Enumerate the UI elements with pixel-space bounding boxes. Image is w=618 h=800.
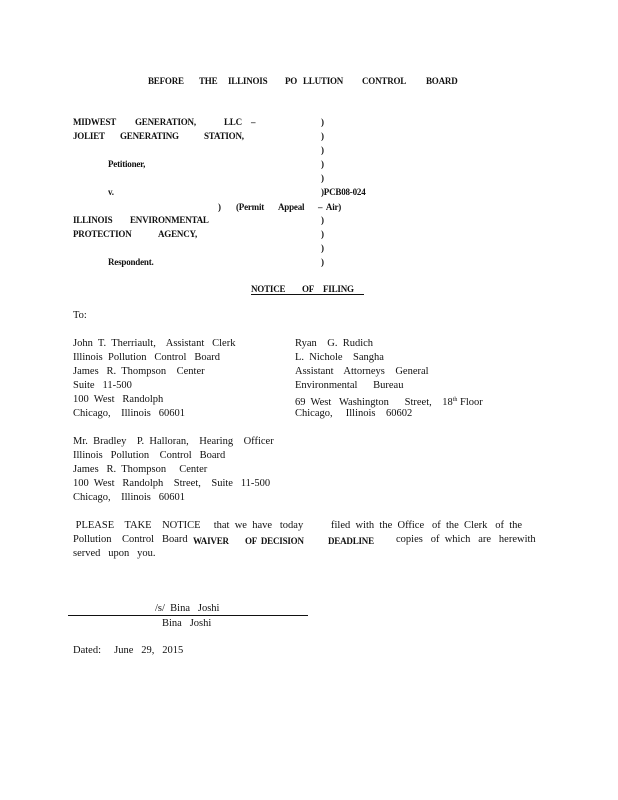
petitioner-name: LLC [224,117,242,127]
respondent-label: Respondent. [108,257,154,267]
address-line: Chicago, Illinois 60601 [73,408,185,419]
address-line: Chicago, Illinois 60602 [295,408,413,419]
notice-text: filed with the Office of the Clerk of the [331,520,523,531]
notice-title-word: OF [302,284,315,294]
header-word: PO [285,76,298,86]
address-line: Illinois Pollution Control Board [73,352,221,363]
title-underline [251,294,364,295]
signer-name: Bina Joshi [162,618,212,629]
case-number: )PCB08-024 [321,187,366,197]
document-title-bold: WAIVER [193,536,229,546]
respondent-name: PROTECTION [73,229,132,239]
address-text: 69 West Washington Street, 18 [295,397,453,408]
petitioner-name: MIDWEST [73,117,117,127]
address-line: 100 West Randolph [73,394,164,405]
address-line: Assistant Attorneys General [295,366,429,377]
ordinal-suffix: th [452,397,458,403]
notice-text: copies of which are herewith [396,534,536,545]
signature-line [68,615,308,616]
notice-text: Pollution Control Board [73,534,188,545]
address-line: Chicago, Illinois 60601 [73,492,185,503]
caption-paren: ) [321,257,324,267]
caption-paren: ) [321,243,324,253]
header-word: THE [199,76,218,86]
caption-paren: ) [321,159,324,169]
address-line: Environmental Bureau [295,380,404,391]
caption-paren: ) [321,117,324,127]
address-text: Floor [460,397,483,408]
petitioner-name: JOLIET [73,131,105,141]
address-line: John T. Therriault, Assistant Clerk [73,338,236,349]
petitioner-label: Petitioner, [108,159,146,169]
permit-appeal: (Permit [236,202,265,212]
notice-title-word: NOTICE [251,284,286,294]
address-line: Suite 11-500 [73,380,132,391]
address-line: Mr. Bradley P. Halloran, Hearing Officer [73,436,274,447]
respondent-name: ENVIRONMENTAL [130,215,209,225]
respondent-name: ILLINOIS [73,215,113,225]
caption-paren: ) [321,229,324,239]
to-label: To: [73,310,87,321]
header-word: BOARD [426,76,458,86]
address-line [295,394,483,409]
document-title-bold: DEADLINE [328,536,374,546]
electronic-signature: /s/ Bina Joshi [155,603,220,614]
permit-appeal: – Air) [318,202,342,212]
document-title-bold: OF DECISION [245,536,304,546]
petitioner-name: – [251,117,256,127]
respondent-name: AGENCY, [158,229,198,239]
address-line: James R. Thompson Center [73,366,205,377]
address-line: Illinois Pollution Control Board [73,450,226,461]
caption-paren: ) [321,215,324,225]
header-word: BEFORE [148,76,184,86]
notice-text: PLEASE TAKE NOTICE that we have today [73,520,304,531]
petitioner-name: STATION, [204,131,244,141]
date-line: Dated: June 29, 2015 [73,645,184,656]
address-line: L. Nichole Sangha [295,352,384,363]
caption-paren: ) [321,145,324,155]
petitioner-name: GENERATING [120,131,179,141]
address-line: 100 West Randolph Street, Suite 11-500 [73,478,271,489]
header-word: CONTROL [362,76,407,86]
permit-appeal: ) [218,202,221,212]
header-word: ILLINOIS [228,76,268,86]
caption-paren: ) [321,173,324,183]
header-word: LLUTION [303,76,344,86]
notice-title-word: FILING [323,284,354,294]
address-line: Ryan G. Rudich [295,338,374,349]
address-line: James R. Thompson Center [73,464,208,475]
permit-appeal: Appeal [278,202,305,212]
versus-label: v. [108,187,114,197]
petitioner-name: GENERATION, [135,117,196,127]
caption-paren: ) [321,131,324,141]
notice-text: served upon you. [73,548,156,559]
